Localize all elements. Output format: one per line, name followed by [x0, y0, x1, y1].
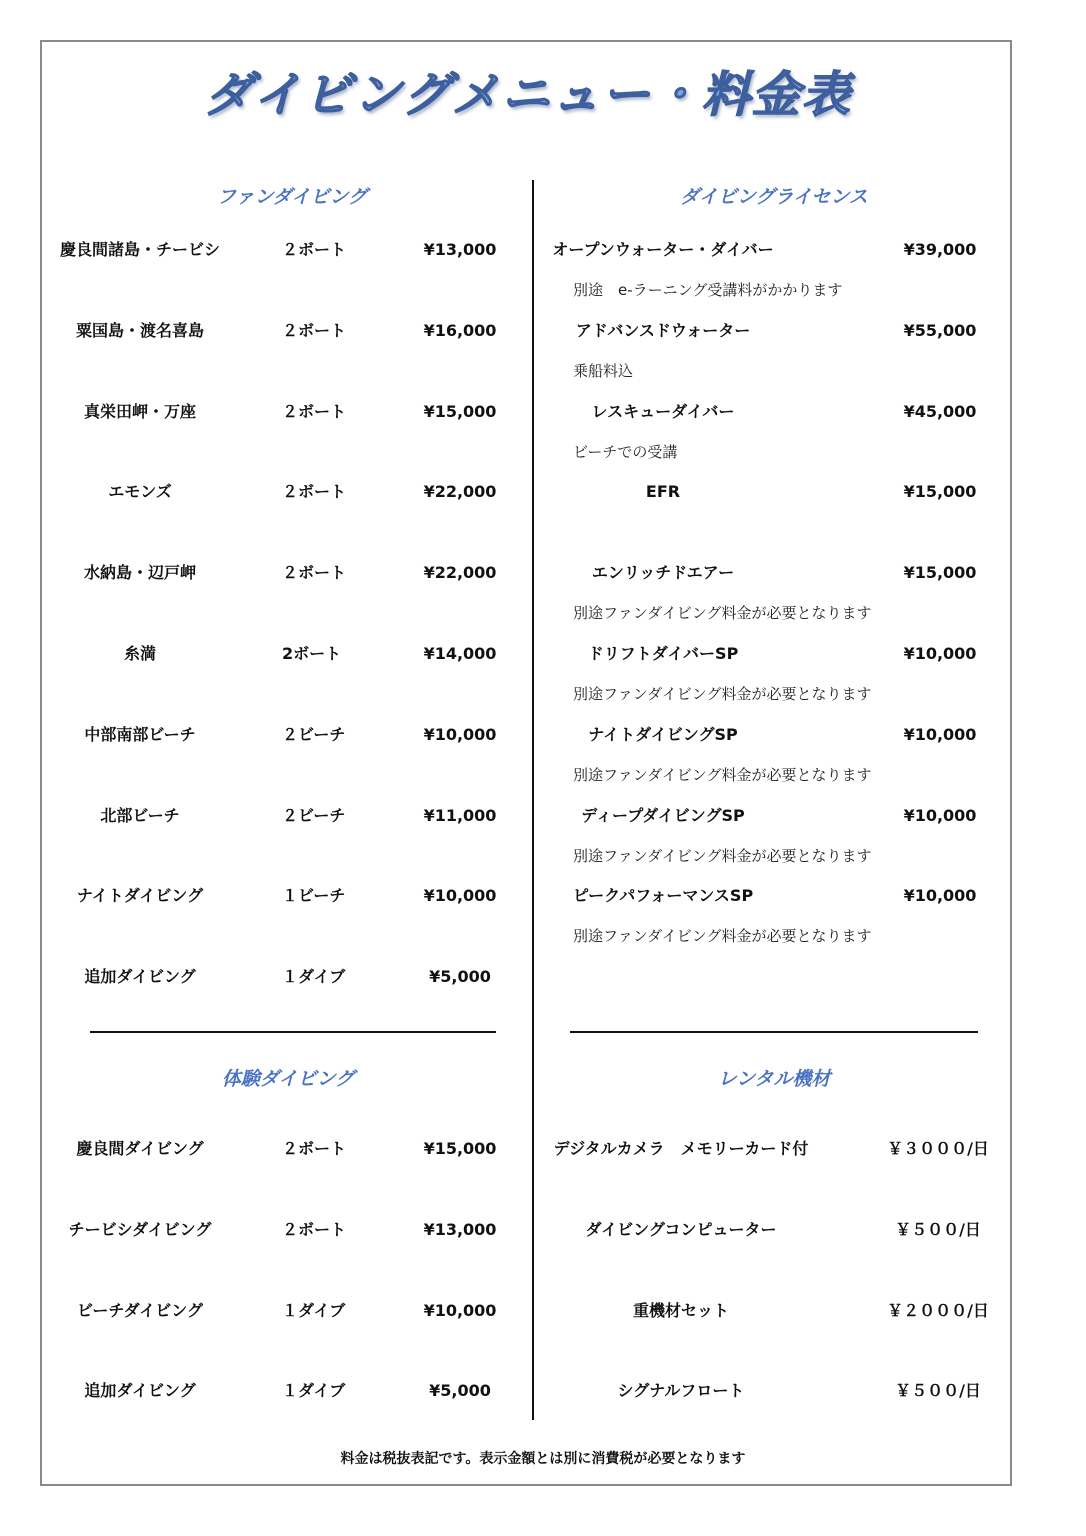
license-name: アドバンスドウォーター: [575, 320, 751, 340]
course-unit: ２ボート: [282, 320, 347, 340]
license-name: ディープダイビングSP: [581, 805, 745, 825]
trial-unit: ２ボート: [282, 1219, 347, 1239]
trial-unit: ２ボート: [282, 1139, 347, 1158]
license-price: ¥10,000: [903, 886, 977, 906]
course-name: 北部ビーチ: [100, 805, 180, 825]
fun-diving-row: [50, 720, 520, 750]
license-name: エンリッチドエアー: [591, 563, 735, 583]
license-price: ¥39,000: [903, 240, 977, 259]
license-name: オープンウォーター・ダイバー: [552, 240, 774, 259]
rental-price: ￥５００/日: [895, 1219, 981, 1239]
course-name: 水納島・辺戸岬: [83, 563, 196, 583]
license-note: 別途ファンダイビング料金が必要となります: [573, 765, 872, 784]
course-unit: ２ビーチ: [282, 805, 346, 825]
left-divider: [90, 1031, 496, 1033]
rental-name: ダイビングコンピューター: [585, 1219, 777, 1239]
rental-name: シグナルフロート: [617, 1381, 745, 1401]
fun-diving-row: [50, 558, 520, 588]
license-price: ¥55,000: [903, 320, 977, 340]
fun-diving-row: [50, 962, 520, 992]
license-name: ナイトダイビングSP: [588, 724, 738, 744]
rental-price: ￥３０００/日: [887, 1139, 989, 1158]
fun-diving-row: [50, 801, 520, 831]
license-name: ドリフトダイバーSP: [587, 644, 739, 663]
course-name: 追加ダイビング: [84, 967, 196, 987]
course-unit: ２ボート: [282, 563, 347, 583]
license-price: ¥45,000: [903, 401, 977, 421]
trial-diving-row: [50, 1376, 520, 1406]
trial-name: 追加ダイビング: [84, 1381, 196, 1401]
license-row: [548, 316, 988, 346]
course-price: ¥11,000: [423, 805, 497, 825]
fun-diving-row: [50, 397, 520, 427]
fun-diving-row: [50, 639, 520, 669]
tax-note: 料金は税抜表記です。表示金額とは別に消費税が必要となります: [340, 1451, 746, 1467]
fun-diving-row: [50, 881, 520, 911]
trial-name: チービシダイビング: [68, 1219, 212, 1239]
rental-price: ￥２０００/日: [887, 1300, 989, 1320]
license-note: ビーチでの受講: [573, 442, 678, 461]
rental-row: [548, 1215, 1008, 1245]
license-row: [548, 801, 988, 831]
course-name: 中部南部ビーチ: [84, 724, 196, 744]
license-price: ¥10,000: [903, 805, 977, 825]
trial-price: ¥15,000: [423, 1139, 497, 1158]
license-note: 別途ファンダイビング料金が必要となります: [573, 685, 872, 703]
license-row: [548, 881, 988, 911]
license-name: レスキューダイバー: [591, 401, 735, 421]
vertical-divider: [532, 180, 534, 1420]
license-row: [548, 235, 988, 265]
trial-diving-row: [50, 1296, 520, 1326]
license-note: 別途ファンダイビング料金が必要となります: [573, 927, 872, 946]
license-price: ¥10,000: [903, 644, 977, 663]
course-price: ¥14,000: [423, 644, 497, 663]
trial-diving-row: [50, 1215, 520, 1245]
trial-name: ビーチダイビング: [77, 1300, 203, 1320]
rental-name: 重機材セット: [632, 1300, 729, 1320]
license-row: [548, 558, 988, 588]
trial-diving-row: [50, 1134, 520, 1164]
license-note: 別途 e-ラーニング受講料がかかります: [573, 281, 843, 299]
course-price: ¥10,000: [423, 724, 497, 744]
fun-diving-row: [50, 316, 520, 346]
course-unit: 2ボート: [282, 644, 342, 663]
license-note: 乗船料込: [573, 361, 634, 380]
license-title: ダイビングライセンス: [680, 186, 868, 208]
trial-unit: １ダイブ: [282, 1300, 346, 1320]
course-price: ¥22,000: [423, 482, 497, 502]
course-name: 粟国島・渡名喜島: [75, 320, 204, 340]
rental-price: ￥５００/日: [895, 1381, 981, 1401]
course-price: ¥22,000: [423, 563, 497, 583]
course-name: エモンズ: [108, 482, 172, 502]
trial-unit: １ダイブ: [282, 1381, 346, 1401]
rental-row: [548, 1134, 1008, 1164]
rental-title: レンタル機材: [717, 1068, 831, 1090]
right-divider: [570, 1031, 978, 1033]
course-price: ¥16,000: [423, 320, 497, 340]
course-price: ¥5,000: [429, 967, 491, 987]
course-price: ¥10,000: [423, 886, 497, 906]
license-row: [548, 639, 988, 669]
trial-name: 慶良間ダイビング: [76, 1139, 204, 1158]
trial-price: ¥13,000: [423, 1219, 497, 1239]
course-name: 糸満: [123, 644, 156, 663]
license-price: ¥15,000: [903, 482, 977, 502]
course-price: ¥13,000: [423, 240, 497, 259]
license-row: [548, 720, 988, 750]
fun-diving-row: [50, 477, 520, 507]
trial-diving-title: 体験ダイビング: [221, 1068, 355, 1090]
rental-row: [548, 1296, 1008, 1326]
license-name: EFR: [645, 482, 681, 502]
trial-price: ¥5,000: [429, 1381, 491, 1401]
course-unit: ２ボート: [282, 482, 347, 502]
course-unit: ２ボート: [282, 401, 347, 421]
license-note: 別途ファンダイビング料金が必要となります: [573, 846, 872, 865]
course-unit: １ビーチ: [282, 886, 346, 906]
page-title: ダイビングメニュー・料金表: [204, 67, 852, 123]
course-name: ナイトダイビング: [76, 886, 204, 906]
course-unit: ２ビーチ: [282, 724, 346, 744]
course-name: 真栄田岬・万座: [83, 401, 196, 421]
course-price: ¥15,000: [423, 401, 497, 421]
course-unit: １ダイブ: [282, 967, 346, 987]
license-price: ¥10,000: [903, 724, 977, 744]
license-note: 別途ファンダイビング料金が必要となります: [573, 604, 872, 623]
license-row: [548, 397, 988, 427]
rental-name: デジタルカメラ メモリーカード付: [553, 1139, 809, 1158]
license-row: [548, 477, 988, 507]
fun-diving-title: ファンダイビング: [216, 186, 368, 208]
license-name: ピークパフォーマンスSP: [572, 886, 754, 906]
course-unit: ２ボート: [282, 240, 347, 259]
rental-row: [548, 1376, 1008, 1406]
course-name: 慶良間諸島・チービシ: [59, 240, 220, 259]
fun-diving-row: [50, 235, 520, 265]
trial-price: ¥10,000: [423, 1300, 497, 1320]
license-price: ¥15,000: [903, 563, 977, 583]
